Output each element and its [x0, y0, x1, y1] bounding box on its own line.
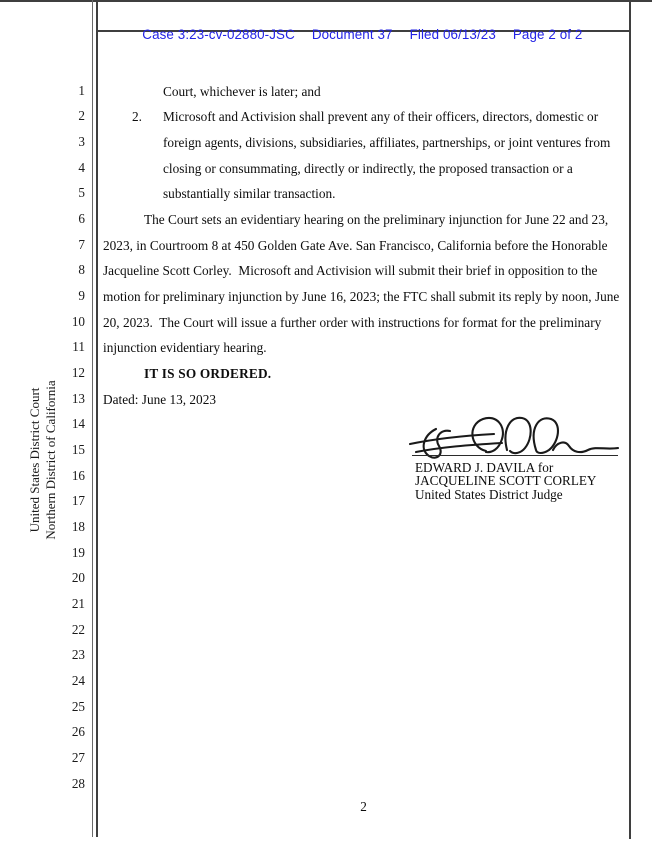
line-number-18: 18 [71, 518, 85, 534]
stamp-filed-date: Filed 06/13/23 [409, 27, 496, 42]
order-text-line-10: 20, 2023. The Court will issue a further order with instructions for format for the preliminary [103, 314, 602, 330]
line-number-7: 7 [78, 236, 85, 252]
line-number-13: 13 [71, 390, 85, 406]
order-text-line-6: The Court sets an evidentiary hearing on the preliminary injunction for June 22 and 23, [144, 211, 609, 227]
line-number-5: 5 [78, 185, 85, 201]
order-text-line-2: Microsoft and Activision shall prevent any of their officers, directors, domestic or [163, 109, 599, 125]
line-number-4: 4 [78, 159, 85, 175]
line-number-17: 17 [71, 493, 85, 509]
stamp-page-count: Page 2 of 2 [512, 27, 583, 42]
order-text-line-11: injunction evidentiary hearing. [103, 340, 267, 356]
order-text-line-4: closing or consummating, directly or indirectly, the proposed transaction or a [163, 160, 573, 176]
judge-name: JACQUELINE SCOTT CORLEY [415, 473, 597, 488]
line-number-27: 27 [71, 749, 85, 765]
list-item-marker: 2. [132, 109, 142, 125]
line-number-2: 2 [78, 108, 85, 124]
line-number-24: 24 [71, 672, 85, 688]
order-text-line-12: IT IS SO ORDERED. [144, 365, 272, 381]
order-text-line-9: motion for preliminary injunction by June 16, 2023; the FTC shall submit its reply by noon, June [103, 288, 620, 304]
line-number-3: 3 [78, 133, 85, 149]
order-text-line-3: foreign agents, divisions, subsidiaries, affiliates, partnerships, or joint ventures from [163, 134, 611, 150]
pleading-left-rule-inner [96, 0, 98, 837]
line-number-10: 10 [71, 313, 85, 329]
line-number-9: 9 [78, 287, 85, 303]
order-text-line-5: substantially similar transaction. [163, 186, 336, 202]
pleading-right-rule [629, 1, 631, 839]
order-text-line-1: Court, whichever is later; and [163, 83, 321, 99]
line-number-16: 16 [71, 467, 85, 483]
line-number-25: 25 [71, 698, 85, 714]
line-number-28: 28 [71, 775, 85, 791]
stamp-case-number: Case 3:23-cv-02880-JSC [142, 27, 295, 42]
line-number-19: 19 [71, 544, 85, 560]
line-number-21: 21 [71, 595, 85, 611]
signature-line [412, 455, 618, 456]
line-number-6: 6 [78, 210, 85, 226]
page-number: 2 [360, 799, 367, 814]
pleading-left-rule-outer [92, 0, 93, 837]
court-name-line2: Northern District of California [43, 380, 58, 540]
line-number-14: 14 [71, 416, 85, 432]
court-name-line1: United States District Court [27, 387, 42, 533]
line-number-12: 12 [71, 364, 85, 380]
line-number-26: 26 [71, 724, 85, 740]
line-number-20: 20 [71, 570, 85, 586]
line-number-1: 1 [78, 82, 85, 98]
ecf-header-stamp [127, 12, 582, 57]
line-number-23: 23 [71, 647, 85, 663]
line-number-15: 15 [71, 441, 85, 457]
line-number-22: 22 [71, 621, 85, 637]
signer-name: EDWARD J. DAVILA for [415, 460, 554, 475]
order-text-line-8: Jacqueline Scott Corley. Microsoft and Activision will submit their brief in opposition to the [103, 263, 598, 279]
judge-title: United States District Judge [415, 487, 563, 502]
stamp-document-number: Document 37 [311, 27, 393, 42]
order-text-line-13: Dated: June 13, 2023 [103, 391, 217, 407]
line-number-11: 11 [72, 339, 85, 355]
line-number-8: 8 [78, 262, 85, 278]
order-text-line-7: 2023, in Courtroom 8 at 450 Golden Gate Ave. San Francisco, California before the Honorable [103, 237, 608, 253]
